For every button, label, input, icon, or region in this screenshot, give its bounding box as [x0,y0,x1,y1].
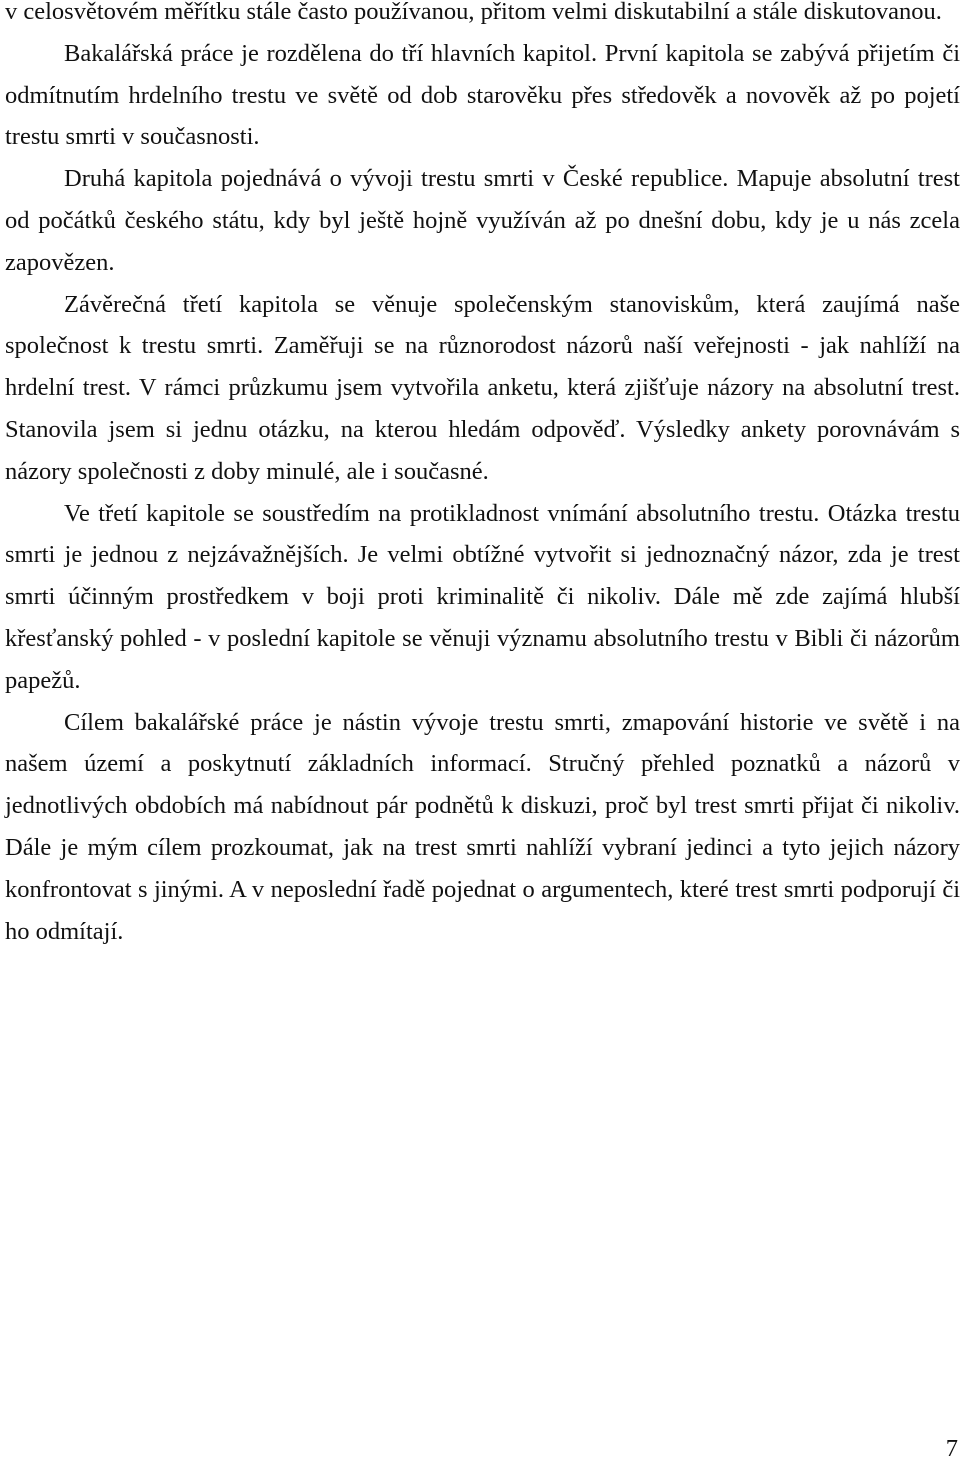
paragraph-goal: Cílem bakalářské práce je nástin vývoje trestu smrti, zmapování historie ve světě i na našem území a poskytnutí základních informací. Stručný přehled poznatků a názorů v jednotlivých obdobích má nabídnout pár podnětů k diskuzi, proč byl trest smrti přijat či nikoliv. Dále je mým cílem prozkoumat, jak na trest smrti nahlíží vybraní jedinci a tyto jejich názory konfrontovat s jinými. A v neposlední řadě pojednat o argumentech, které trest smrti podporují či ho odmítají. [5,708,960,945]
paragraph-structure: Bakalářská práce je rozdělena do tří hlavních kapitol. První kapitola se zabývá přijetím či odmítnutím hrdelního trestu ve světě od dob starověku přes středověk a novověk až po pojetí trestu smrti v současnosti. [5,39,960,151]
body-text [5,0,960,952]
paragraph-chapter-two: Druhá kapitola pojednává o vývoji trestu smrti v České republice. Mapuje absolutní trest od počátků českého státu, kdy byl ještě hojně využíván až po dnešní dobu, kdy je u nás zcela zapovězen. [5,165,960,276]
page-number: 7 [945,1435,958,1462]
paragraph-contradiction: Ve třetí kapitole se soustředím na protikladnost vnímání absolutního trestu. Otázka trestu smrti je jednou z nejzávažnějších. Je velmi obtížné vytvořit si jednoznačný názor, zda je trest smrti účinným prostředkem v boji proti kriminalitě či nikoliv. Dále mě zde zajímá hlubší křesťanský pohled - v poslední kapitole se věnuji významu absolutního trestu v Bibli či názorům papežů. [5,499,960,694]
paragraph-chapter-three: Závěrečná třetí kapitola se věnuje společenským stanoviskům, která zaujímá naše společnost k trestu smrti. Zaměřuji se na různorodost názorů naší veřejnosti - jak nahlíží na hrdelní trest. V rámci průzkumu jsem vytvořila anketu, která zjišťuje názory na absolutní trest. Stanovila jsem si jednu otázku, na kterou hledám odpověď. Výsledky ankety porovnávám s názory společnosti z doby minulé, ale i současné. [5,290,960,485]
paragraph-continuation: v celosvětovém měřítku stále často používanou, přitom velmi diskutabilní a stále diskutovanou. [5,0,942,25]
